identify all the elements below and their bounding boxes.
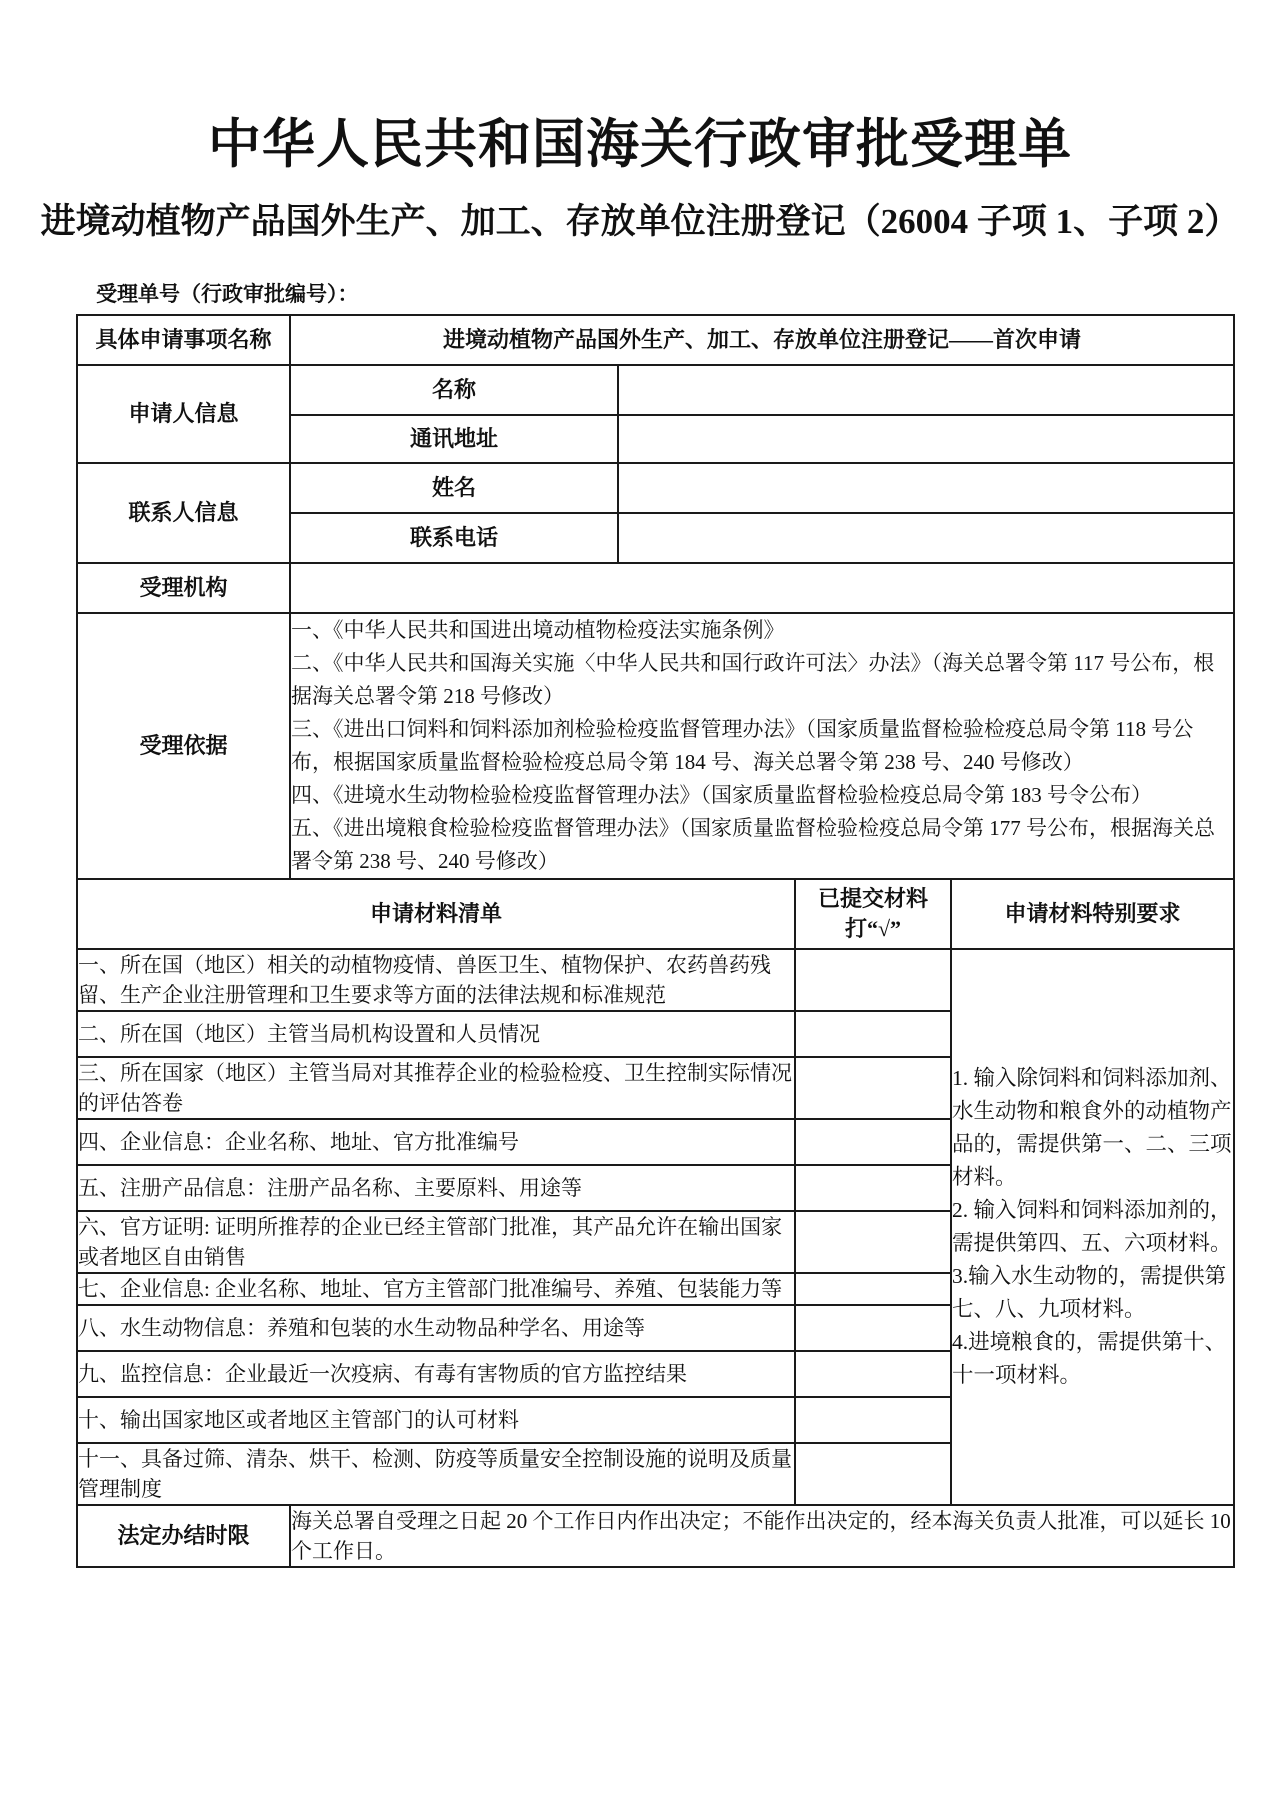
row-applicant-name <box>77 365 1234 415</box>
submitted-check-cell[interactable] <box>795 1397 951 1443</box>
special-requirement-item: 4.进境粮食的，需提供第十、十一项材料。 <box>952 1330 1227 1387</box>
submitted-check-cell[interactable] <box>795 1211 951 1273</box>
material-item: 六、官方证明: 证明所推荐的企业已经主管部门批准，其产品允许在输出国家或者地区自由销售 <box>77 1211 795 1273</box>
contact-info-label: 联系人信息 <box>77 463 290 563</box>
accepting-org-input[interactable] <box>290 563 1234 613</box>
row-accepting-org <box>77 563 1234 613</box>
submitted-header <box>795 879 951 949</box>
item-name-value: 进境动植物产品国外生产、加工、存放单位注册登记——首次申请 <box>290 315 1234 365</box>
material-item: 九、监控信息：企业最近一次疫病、有毒有害物质的官方监控结果 <box>77 1351 795 1397</box>
submitted-check-cell[interactable] <box>795 1443 951 1505</box>
legal-basis-item: 四、《进境水生动物检验检疫监督管理办法》（国家质量监督检验检疫总局令第 183 号令公布） <box>291 783 1152 807</box>
material-item: 一、所在国（地区）相关的动植物疫情、兽医卫生、植物保护、农药兽药残留、生产企业注册管理和卫生要求等方面的法律法规和标准规范 <box>77 949 795 1011</box>
special-requirement-item: 2. 输入饲料和饲料添加剂的，需提供第四、五、六项材料。 <box>952 1198 1232 1255</box>
applicant-name-label: 名称 <box>290 365 618 415</box>
special-requirements-content <box>951 949 1234 1505</box>
submitted-check-cell[interactable] <box>795 1119 951 1165</box>
legal-basis-item: 五、《进出境粮食检验检疫监督管理办法》（国家质量监督检验检疫总局令第 177 号公布，根据海关总署令第 238 号、240 号修改） <box>291 816 1215 873</box>
row-item-name <box>77 315 1234 365</box>
material-item: 十、输出国家地区或者地区主管部门的认可材料 <box>77 1397 795 1443</box>
submitted-header-line1: 已提交材料 <box>817 886 928 911</box>
row-deadline <box>77 1505 1234 1567</box>
legal-basis-item: 三、《进出口饲料和饲料添加剂检验检疫监督管理办法》（国家质量监督检验检疫总局令第 118 号公布，根据国家质量监督检验检疫总局令第 184 号、海关总署令第 238 号、240 号修改） <box>291 717 1194 774</box>
material-item: 十一、具备过筛、清杂、烘干、检测、防疫等质量安全控制设施的说明及质量管理制度 <box>77 1443 795 1505</box>
legal-basis-content <box>290 613 1234 879</box>
material-item: 七、企业信息: 企业名称、地址、官方主管部门批准编号、养殖、包装能力等 <box>77 1273 795 1305</box>
contact-name-input[interactable] <box>618 463 1234 513</box>
special-requirement-item: 1. 输入除饲料和饲料添加剂、水生动物和粮食外的动植物产品的，需提供第一、二、三项材料。 <box>952 1066 1232 1189</box>
row-contact-name <box>77 463 1234 513</box>
submitted-check-cell[interactable] <box>795 1165 951 1211</box>
submitted-check-cell[interactable] <box>795 949 951 1011</box>
deadline-text: 海关总署自受理之日起 20 个工作日内作出决定；不能作出决定的，经本海关负责人批准，可以延长 10 个工作日。 <box>290 1505 1234 1567</box>
document-subtitle: 进境动植物产品国外生产、加工、存放单位注册登记（26004 子项 1、子项 2） <box>40 202 1240 241</box>
submitted-check-cell[interactable] <box>795 1351 951 1397</box>
contact-name-label: 姓名 <box>290 463 618 513</box>
row-materials-header <box>77 879 1234 949</box>
materials-list-header: 申请材料清单 <box>77 879 795 949</box>
material-item: 三、所在国家（地区）主管当局对其推荐企业的检验检疫、卫生控制实际情况的评估答卷 <box>77 1057 795 1119</box>
contact-phone-input[interactable] <box>618 513 1234 563</box>
special-requirement-item: 3.输入水生动物的，需提供第七、八、九项材料。 <box>952 1264 1227 1321</box>
form-table <box>76 314 1235 1568</box>
contact-phone-label: 联系电话 <box>290 513 618 563</box>
material-item: 四、企业信息：企业名称、地址、官方批准编号 <box>77 1119 795 1165</box>
submitted-check-cell[interactable] <box>795 1057 951 1119</box>
deadline-label: 法定办结时限 <box>77 1505 290 1567</box>
material-item: 二、所在国（地区）主管当局机构设置和人员情况 <box>77 1011 795 1057</box>
submitted-check-cell[interactable] <box>795 1011 951 1057</box>
document-title: 中华人民共和国海关行政审批受理单 <box>208 116 1072 174</box>
material-item: 五、注册产品信息：注册产品名称、主要原料、用途等 <box>77 1165 795 1211</box>
submitted-check-cell[interactable] <box>795 1305 951 1351</box>
legal-basis-item: 二、《中华人民共和国海关实施〈中华人民共和国行政许可法〉办法》（海关总署令第 117 号公布，根据海关总署令第 218 号修改） <box>291 651 1215 708</box>
applicant-address-input[interactable] <box>618 415 1234 463</box>
legal-basis-item: 一、《中华人民共和国进出境动植物检疫法实施条例》 <box>291 618 785 642</box>
legal-basis-label: 受理依据 <box>77 613 290 879</box>
applicant-info-label: 申请人信息 <box>77 365 290 463</box>
material-row <box>77 949 1234 1011</box>
receipt-number-label: 受理单号（行政审批编号）： <box>96 282 359 306</box>
submitted-check-cell[interactable] <box>795 1273 951 1305</box>
accepting-org-label: 受理机构 <box>77 563 290 613</box>
special-requirements-header: 申请材料特别要求 <box>951 879 1234 949</box>
applicant-name-input[interactable] <box>618 365 1234 415</box>
row-legal-basis <box>77 613 1234 879</box>
applicant-address-label: 通讯地址 <box>290 415 618 463</box>
submitted-header-line2: 打“√” <box>844 916 902 941</box>
item-name-label: 具体申请事项名称 <box>77 315 290 365</box>
material-item: 八、水生动物信息：养殖和包装的水生动物品种学名、用途等 <box>77 1305 795 1351</box>
